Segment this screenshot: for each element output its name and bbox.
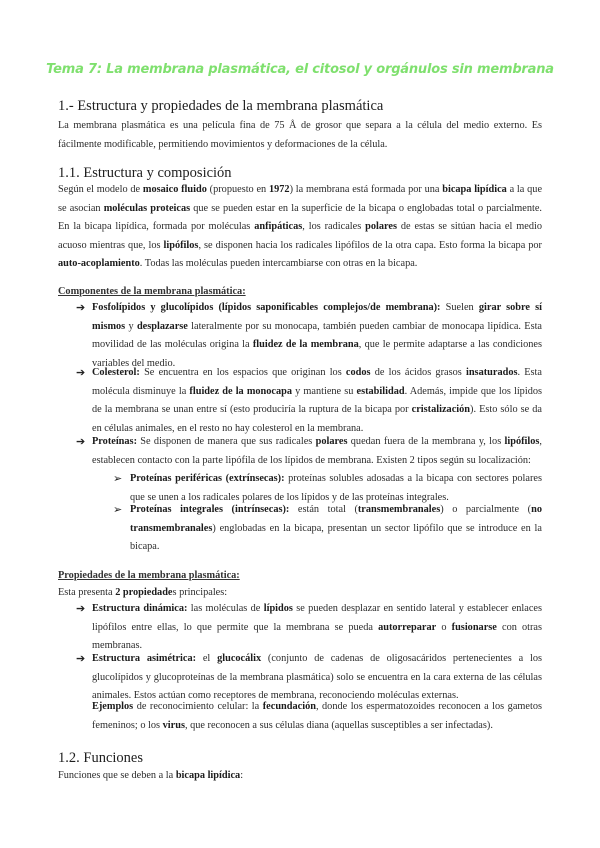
list-item-integrales: Proteínas integrales (intrínsecas): están total (transmembranales) o parcialmente (no transmembranales) englobadas en la bicapa, presentan un sector lipófilo que se introduce en la bicapa. bbox=[130, 504, 542, 553]
sub-arrow-bullet-icon: ➢ bbox=[113, 504, 123, 516]
section-1-2-heading: 1.2. Funciones bbox=[58, 750, 143, 766]
list-item-perifericas: Proteínas periféricas (extrínsecas): proteínas solubles adosadas a la bicapa con sectores polares que se unen a los radicales polares de los lípidos y de las proteínas integrales. bbox=[130, 473, 542, 503]
arrow-bullet-icon: ➔ bbox=[76, 436, 86, 448]
document-title: Tema 7: La membrana plasmática, el citosol y orgánulos sin membrana bbox=[46, 62, 554, 77]
section-1-text: La membrana plasmática es una película fina de 75 Å de grosor que separa a la célula del medio externo. Es fácilmente modificable, permitiendo movimientos y deformaciones de la célula. bbox=[58, 120, 542, 150]
arrow-bullet-icon: ➔ bbox=[76, 302, 86, 314]
list-item-fosfolipidos: Fosfolípidos y glucolípidos (lípidos saponificables complejos/de membrana): Suelen girar sobre sí mismos y desplazarse lateralmente por su monocapa, también pueden cambiar de monocapa lipídica. Esta movilidad de las moléculas origina la fluidez de la membrana, que le permite adaptarse a las condiciones variables del medio. bbox=[92, 302, 543, 369]
list-item-colesterol: Colesterol: Se encuentra en los espacios que originan los codos de los ácidos grasos insaturados. Esta molécula disminuye la fluidez de la monocapa y mantiene su estabilidad. Además, impide que los lípidos de la membrana se unan entre sí (esto produciría la ruptura de la bicapa por cristalización). Esto sólo se da en células animales, en el resto no hay colesterol en la membrana. bbox=[92, 367, 543, 434]
section-1-1-paragraph: Según el modelo de mosaico fluido (propuesto en 1972) la membrana está formada por una bicapa lipídica a la que se asocian moléculas proteicas que se pueden estar en la superficie de la bicapa o englobadas total o parcialmente. En la bicapa lipídica, formada por moléculas anfipáticas, los radicales polares de estas se sitúan hacia el medio acuoso mientras que, los lipófilos, se disponen hacia los radicales lipófilos de la otra capa. Esto forma la bicapa por auto-acoplamiento. Todas las moléculas pueden intercambiarse con otras en la bicapa. bbox=[58, 184, 543, 270]
properties-intro: Esta presenta 2 propiedades principales: bbox=[58, 587, 228, 598]
arrow-bullet-icon: ➔ bbox=[76, 653, 86, 665]
section-1-1-heading: 1.1. Estructura y composición bbox=[58, 165, 232, 181]
list-item-asimetrica: Estructura asimétrica: el glucocálix (conjunto de cadenas de oligosacáridos pertenecientes a los glucolípidos y glucoproteínas de la membrana plasmática) solo se encuentra en la cara externa de las células animales. Estos actúan como receptores de membrana, reconociendo moléculas externas. bbox=[92, 653, 542, 702]
arrow-bullet-icon: ➔ bbox=[76, 367, 86, 379]
examples-paragraph: Ejemplos de reconocimiento celular: la fecundación, donde los espermatozoides reconocen a los gametos femeninos; o los virus, que reconocen a sus células diana (aquellas susceptibles a ser infectadas). bbox=[92, 701, 543, 731]
section-1-heading: 1.- Estructura y propiedades de la membrana plasmática bbox=[58, 98, 384, 114]
properties-heading: Propiedades de la membrana plasmática: bbox=[58, 570, 240, 581]
components-heading: Componentes de la membrana plasmática: bbox=[58, 286, 246, 297]
section-1-2-text: Funciones que se deben a la bicapa lipídica: bbox=[58, 770, 244, 781]
arrow-bullet-icon: ➔ bbox=[76, 603, 86, 615]
list-item-proteinas: Proteínas: Se disponen de manera que sus radicales polares quedan fuera de la membrana y, los lipófilos, establecen contacto con la parte lipófila de los lípidos de membrana. Existen 2 tipos según su localización: bbox=[92, 436, 542, 466]
sub-arrow-bullet-icon: ➢ bbox=[113, 473, 123, 485]
list-item-dinamica: Estructura dinámica: las moléculas de lípidos se pueden desplazar en sentido lateral y establecer enlaces lipófilos entre ellas, lo que permite que la membrana se pueda autorreparar o fusionarse con otras membranas. bbox=[92, 603, 543, 652]
